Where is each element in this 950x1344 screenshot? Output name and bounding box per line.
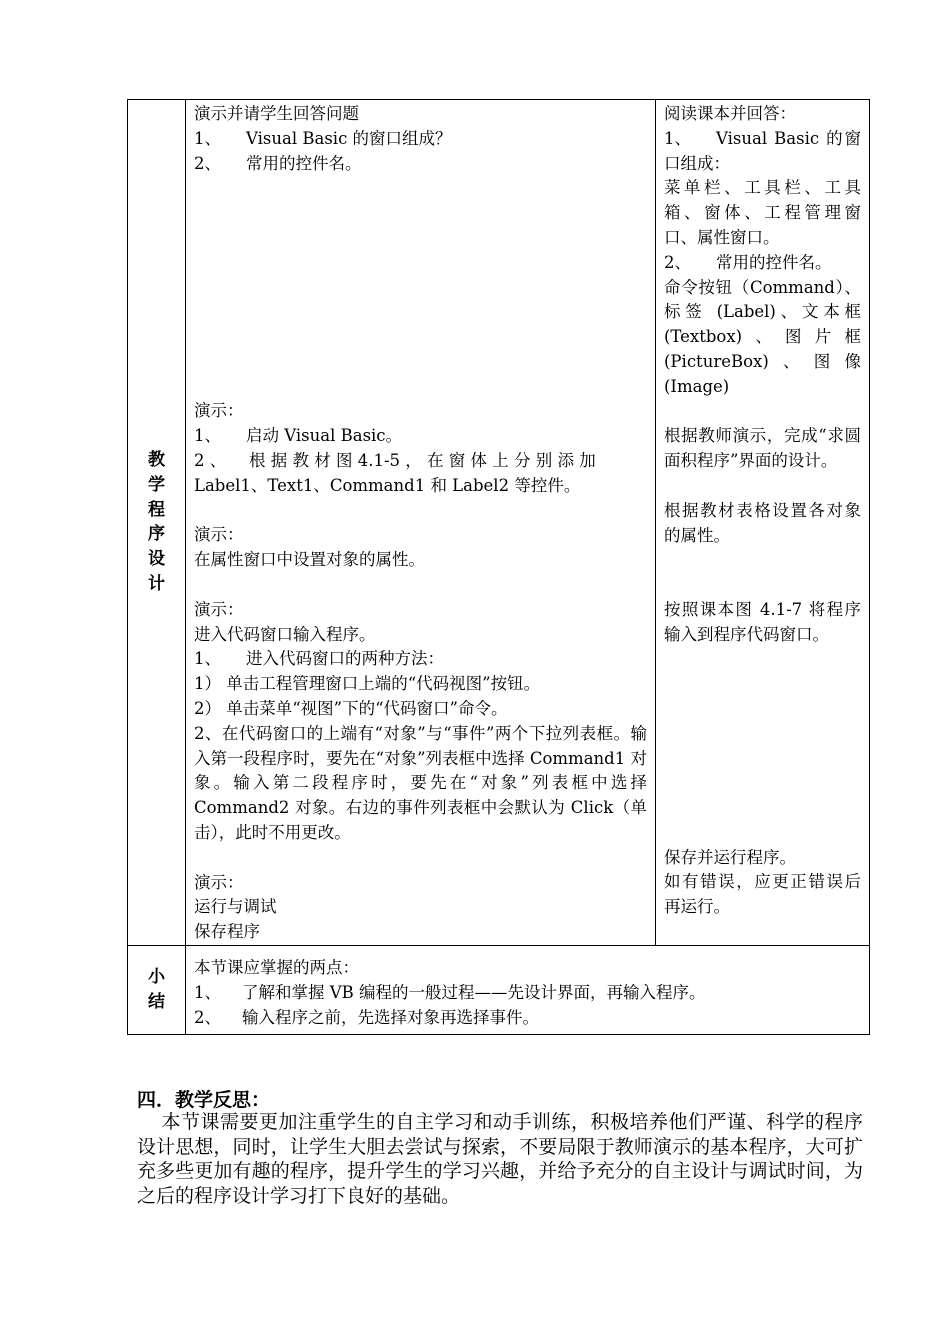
demo-heading-3: 演示： xyxy=(194,599,244,619)
summary-content-cell xyxy=(186,945,870,1034)
answer-1-text: 菜单栏、工具栏、工具箱、窗体、工程管理窗口、属性窗口。 xyxy=(664,178,861,247)
summary-point-1: 1、 了解和掌握 VB 编程的一般过程——先设计界面，再输入程序。 xyxy=(194,982,706,1002)
summary-point-2: 2、 输入程序之前，先选择对象再选择事件。 xyxy=(194,1007,539,1027)
demo-run-debug: 运行与调试 xyxy=(194,897,277,917)
procedure-label: 教学程序设计 xyxy=(148,450,165,595)
reflection-heading: 四．教学反思： xyxy=(137,1089,271,1111)
demo-step-1: 1、 启动 Visual Basic。 xyxy=(194,426,403,446)
student-code-task: 按照课本图 4.1-7 将程序输入到程序代码窗口。 xyxy=(664,599,861,644)
summary-row xyxy=(128,945,870,1034)
code-window-method-2: 2） 单击菜单“视图”下的“代码窗口”命令。 xyxy=(194,698,508,718)
demo-heading-2: 演示： xyxy=(194,525,244,545)
code-window-paragraph: 2、在代码窗口的上端有“对象”与“事件”两个下拉列表框。输入第一段程序时，要先在“对象”列表框中选择 Command1 对象。输入第二段程序时，要先在“对象”列表框中选择 Command2 对象。右边的事件列表框中会默认为 Click（单击），此时不用更改。 xyxy=(194,723,647,842)
teacher-activities-cell xyxy=(186,100,656,946)
lesson-plan-table xyxy=(127,99,870,1035)
procedure-row xyxy=(128,100,870,946)
answer-2-heading: 2、 常用的控件名。 xyxy=(664,252,832,272)
procedure-label-cell xyxy=(128,100,186,946)
demo-save: 保存程序 xyxy=(194,922,260,942)
code-window-method-1: 1） 单击工程管理窗口上端的“代码视图”按钮。 xyxy=(194,674,541,694)
teacher-intro: 演示并请学生回答问题 xyxy=(194,104,359,123)
answer-2-text: 命令按钮（Command）、标签 (Label)、文本框 (Textbox)、图片框 (PictureBox)、图像 (Image) xyxy=(664,277,861,396)
student-properties-task: 根据教材表格设置各对象的属性。 xyxy=(664,500,861,545)
student-save-run: 保存并运行程序。 xyxy=(664,847,796,867)
student-design-task: 根据教师演示，完成“求圆面积程序”界面的设计。 xyxy=(664,426,861,471)
question-2: 2、 常用的控件名。 xyxy=(194,153,362,173)
reflection-paragraph xyxy=(137,1110,863,1208)
summary-intro: 本节课应掌握的两点： xyxy=(194,957,359,977)
reflection-body: 本节课需要更加注重学生的自主学习和动手训练，积极培养他们严谨、科学的程序设计思想，同时，让学生大胆去尝试与探索，不要局限于教师演示的基本程序，大可扩充多些更加有趣的程序，提升学生的学习兴趣，并给予充分的自主设计与调试时间，为之后的程序设计学习打下良好的基础。 xyxy=(137,1111,863,1207)
demo-heading-1: 演示： xyxy=(194,401,244,421)
demo-properties: 在属性窗口中设置对象的属性。 xyxy=(194,550,425,570)
demo-step-2: 2 、 根 据 教 材 图 4.1-5 ， 在 窗 体 上 分 别 添 加 xyxy=(194,450,596,470)
demo-code-window: 进入代码窗口输入程序。 xyxy=(194,624,376,644)
demo-step-2-cont: Label1、Text1、Command1 和 Label2 等控件。 xyxy=(194,475,581,495)
demo-heading-4: 演示： xyxy=(194,872,244,892)
answer-1-heading: 1、 Visual Basic 的窗口组成： xyxy=(664,128,861,173)
summary-label: 小结 xyxy=(148,967,165,1012)
summary-label-cell xyxy=(128,945,186,1034)
code-window-methods: 1、 进入代码窗口的两种方法： xyxy=(194,649,444,669)
student-intro: 阅读课本并回答： xyxy=(664,104,796,123)
student-fix-errors: 如有错误，应更正错误后再运行。 xyxy=(664,872,861,917)
question-1: 1、 Visual Basic 的窗口组成？ xyxy=(194,128,452,148)
student-activities-cell xyxy=(656,100,870,946)
